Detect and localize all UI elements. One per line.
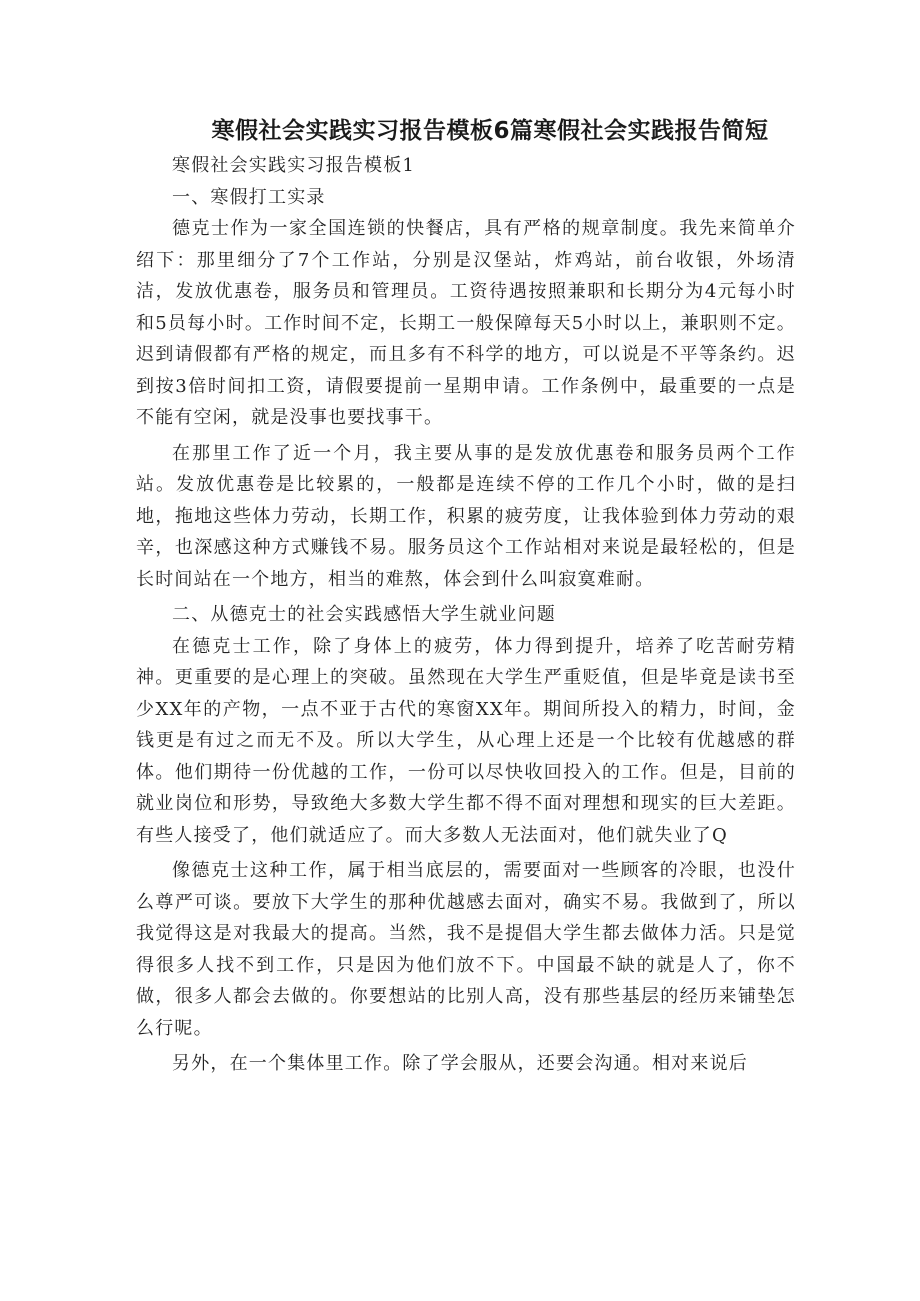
document-title: 寒假社会实践实习报告模板6篇寒假社会实践报告简短 [211, 118, 769, 144]
paragraph: 在德克士工作，除了身体上的疲劳，体力得到提升，培养了吃苦耐劳精神。更重要的是心理上的突破。虽然现在大学生严重贬值，但是毕竟是读书至少XX年的产物，一点不亚于古代的寒窗XX年。期间所投入的精力，时间，金钱更是有过之而无不及。所以大学生，从心理上还是一个比较有优越感的群体。他们期待一份优越的工作，一份可以尽快收回投入的工作。但是，目前的就业岗位和形势，导致绝大多数大学生都不得不面对理想和现实的巨大差距。有些人接受了，他们就适应了。而大多数人无法面对，他们就失业了Q [136, 635, 796, 846]
paragraph: 在那里工作了近一个月，我主要从事的是发放优惠卷和服务员两个工作站。发放优惠卷是比较累的，一般都是连续不停的工作几个小时，做的是扫地，拖地这些体力劳动，长期工作，积累的疲劳度，让我体验到体力劳动的艰辛，也深感这种方式赚钱不易。服务员这个工作站相对来说是最轻松的，但是长时间站在一个地方，相当的难熬，体会到什么叫寂寞难耐。 [136, 442, 796, 590]
section-heading-2: 二、从德克士的社会实践感悟大学生就业问题 [172, 604, 556, 625]
paragraph: 另外，在一个集体里工作。除了学会服从，还要会沟通。相对来说后 [172, 1053, 748, 1074]
paragraph: 像德克士这种工作，属于相当底层的，需要面对一些顾客的冷眼，也没什么尊严可谈。要放下大学生的那种优越感去面对，确实不易。我做到了，所以我觉得这是对我最大的提高。当然，我不是提倡大学生都去做体力活。只是觉得很多人找不到工作，只是因为他们放不下。中国最不缺的就是人了，你不做，很多人都会去做的。你要想站的比别人高，没有那些基层的经历来铺垫怎么行呢。 [136, 860, 796, 1039]
section-heading-1: 一、寒假打工实录 [172, 186, 326, 208]
document-subtitle: 寒假社会实践实习报告模板1 [172, 155, 416, 176]
document-body [136, 150, 796, 1084]
paragraph: 德克士作为一家全国连锁的快餐店，具有严格的规章制度。我先来简单介绍下：那里细分了7个工作站，分别是汉堡站，炸鸡站，前台收银，外场清洁，发放优惠卷，服务员和管理员。工资待遇按照兼职和长期分为4元每小时和5员每小时。工作时间不定，长期工一般保障每天5小时以上，兼职则不定。迟到请假都有严格的规定，而且多有不科学的地方，可以说是不平等条约。迟到按3倍时间扣工资，请假要提前一星期申请。工作条例中，最重要的一点是不能有空闲，就是没事也要找事干。 [136, 218, 796, 428]
